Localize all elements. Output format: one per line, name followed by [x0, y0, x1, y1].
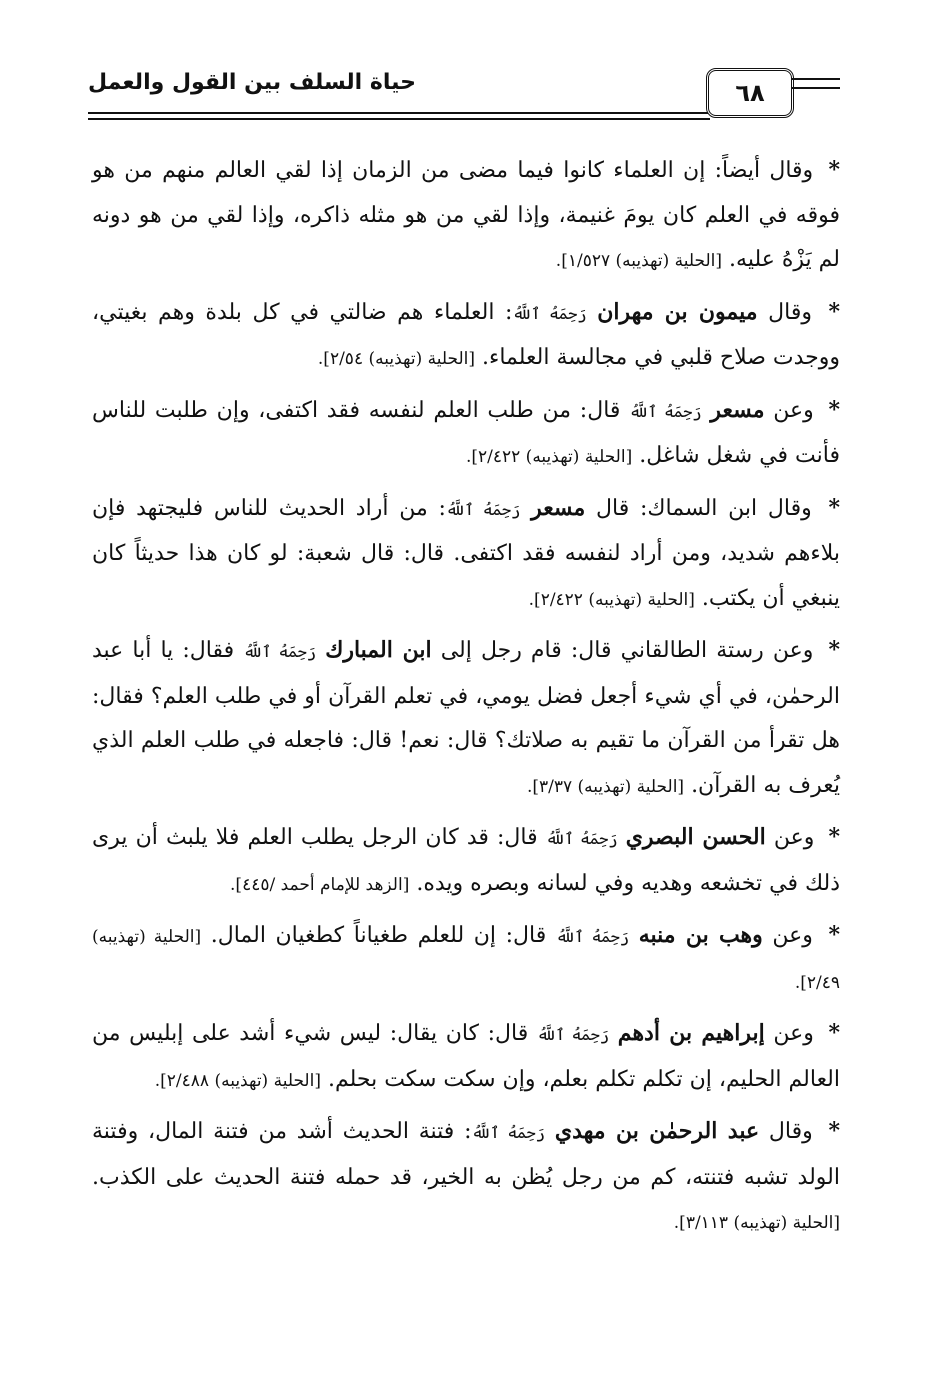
honorific: رَحِمَهُ ٱللَّهُ	[545, 829, 618, 848]
honorific: رَحِمَهُ ٱللَّهُ	[629, 401, 702, 421]
paragraph-4	[92, 486, 840, 623]
scholar-name: مسعر	[531, 494, 586, 521]
scholar-name: الحسن البصري	[625, 824, 766, 850]
paragraph-lead: وقال	[768, 299, 812, 325]
bullet-star: *	[828, 637, 840, 663]
paragraph-2	[92, 290, 840, 382]
honorific: رَحِمَهُ ٱللَّهُ	[555, 927, 630, 946]
citation: [الحلية (تهذيبه) ١/٥٢٧].	[555, 251, 723, 271]
honorific: رَحِمَهُ ٱللَّهُ	[471, 1123, 546, 1142]
paragraph-lead: وعن	[773, 1021, 814, 1046]
main-text	[92, 148, 840, 1252]
honorific: رَحِمَهُ ٱللَّهُ	[512, 303, 587, 323]
scholar-name: إبراهيم بن أدهم	[617, 1020, 765, 1046]
running-title: حياة السلف بين القول والعمل	[88, 70, 416, 95]
scholar-name: ابن المبارك	[325, 637, 432, 663]
header-ornament-lines	[792, 78, 840, 96]
paragraph-text: قال: إن للعلم طغياناً كطغيان المال.	[210, 923, 547, 948]
paragraph-lead: وقال	[768, 1119, 813, 1144]
paragraph-3	[92, 388, 840, 480]
scholar-name: ميمون بن مهران	[597, 298, 758, 325]
page-number-box	[706, 68, 794, 118]
paragraph-6	[92, 815, 840, 907]
honorific: رَحِمَهُ ٱللَّهُ	[243, 642, 317, 661]
bullet-star: *	[828, 494, 840, 521]
paragraph-text: : العلماء هم ضالتي في كل بلدة وهم بغيتي، ووجدت صلاح قلبي في مجالسة العلماء.	[92, 299, 840, 370]
honorific: رَحِمَهُ ٱللَّهُ	[445, 499, 521, 519]
paragraph-8	[92, 1011, 840, 1103]
paragraph-text: قال: من طلب العلم لنفسه فقد اكتفى، وإن طلبت للناس فأنت في شغل شاغل.	[92, 397, 840, 468]
citation: [الحلية (تهذيبه) ٢/٤٢٢].	[528, 589, 695, 610]
paragraph-text: وقال أيضاً: إن العلماء كانوا فيما مضى من الزمان إذا لقي العالم منهم من هو فوقه في العلم كان يومَ غنيمة، وإذا لقي من هو مثله ذاكره، وإذا لقي من هو دونه لم يَزْهُ عليه.	[92, 158, 840, 272]
bullet-star: *	[828, 922, 840, 948]
citation: [الحلية (تهذيبه) ٢/٤٨٨].	[154, 1070, 321, 1091]
citation: [الزهد للإمام أحمد /٤٤٥].	[230, 874, 410, 895]
bullet-star: *	[828, 157, 840, 183]
paragraph-text: قال: كان يقال: ليس شيء أشد على إبليس من العالم الحليم، إن تكلم تكلم بعلم، وإن سكت سكت بحلم.	[92, 1021, 840, 1092]
header-rule-bottom	[88, 118, 710, 120]
bullet-star: *	[828, 396, 840, 423]
paragraph-7	[92, 913, 840, 1005]
citation: [الحلية (تهذيبه) ٢/٤٩].	[92, 927, 840, 993]
scholar-name: عبد الرحمٰن بن مهدي	[554, 1118, 760, 1144]
citation: [الحلية (تهذيبه) ٢/٤٢٢].	[465, 447, 633, 467]
paragraph-text: : فتنة الحديث أشد من فتنة المال، وفتنة الولد تشبه فتنته، كم من رجل يُظن به الخير، قد حمله فتنة الحديث على الكذب.	[92, 1119, 840, 1190]
bullet-star: *	[828, 1118, 841, 1144]
scholar-name: وهب بن منبه	[638, 922, 763, 948]
paragraph-5	[92, 628, 840, 809]
paragraph-lead: وعن رستة الطالقاني قال: قام رجل إلى	[440, 638, 814, 663]
paragraph-lead: وقال ابن السماك: قال	[596, 495, 812, 521]
scholar-name: مسعر	[710, 396, 765, 423]
paragraph-text: فقال: يا أبا عبد الرحمٰن، في أي شيء أجعل فضل يومي، في تعلم القرآن أو في طلب العلم؟ فقال: هل تقرأ من القرآن ما تقيم به صلاتك؟ قال: نعم! قال: فاجعله في طلب العلم الذي يُعرف به القرآن.	[92, 638, 840, 798]
paragraph-9	[92, 1109, 840, 1246]
paragraph-1	[92, 148, 840, 284]
bullet-star: *	[828, 824, 840, 850]
paragraph-lead: وعن	[772, 923, 813, 948]
citation: [الحلية (تهذيبه) ٣/١١٣].	[673, 1213, 840, 1233]
paragraph-lead: وعن	[773, 397, 814, 423]
header-rule-top	[88, 112, 710, 114]
paragraph-lead: وعن	[773, 825, 815, 850]
honorific: رَحِمَهُ ٱللَّهُ	[536, 1025, 610, 1044]
page-header	[88, 66, 840, 124]
page-number: ٦٨	[735, 79, 765, 107]
bullet-star: *	[828, 298, 841, 325]
citation: [الحلية (تهذيبه) ٢/٥٤].	[317, 349, 475, 369]
bullet-star: *	[828, 1020, 840, 1046]
paragraph-text: قال: قد كان الرجل يطلب العلم فلا يلبث أن يرى ذلك في تخشعه وهديه وفي لسانه وبصره ويده.	[92, 825, 840, 896]
citation: [الحلية (تهذيبه) ٣/٣٧].	[526, 776, 685, 797]
paragraph-text: : من أراد الحديث للناس فليجتهد فإن بلاءهم شديد، ومن أراد لنفسه فقد اكتفى. قال: قال شعبة: لو كان هذا حديثاً كان ينبغي أن يكتب.	[92, 495, 840, 611]
